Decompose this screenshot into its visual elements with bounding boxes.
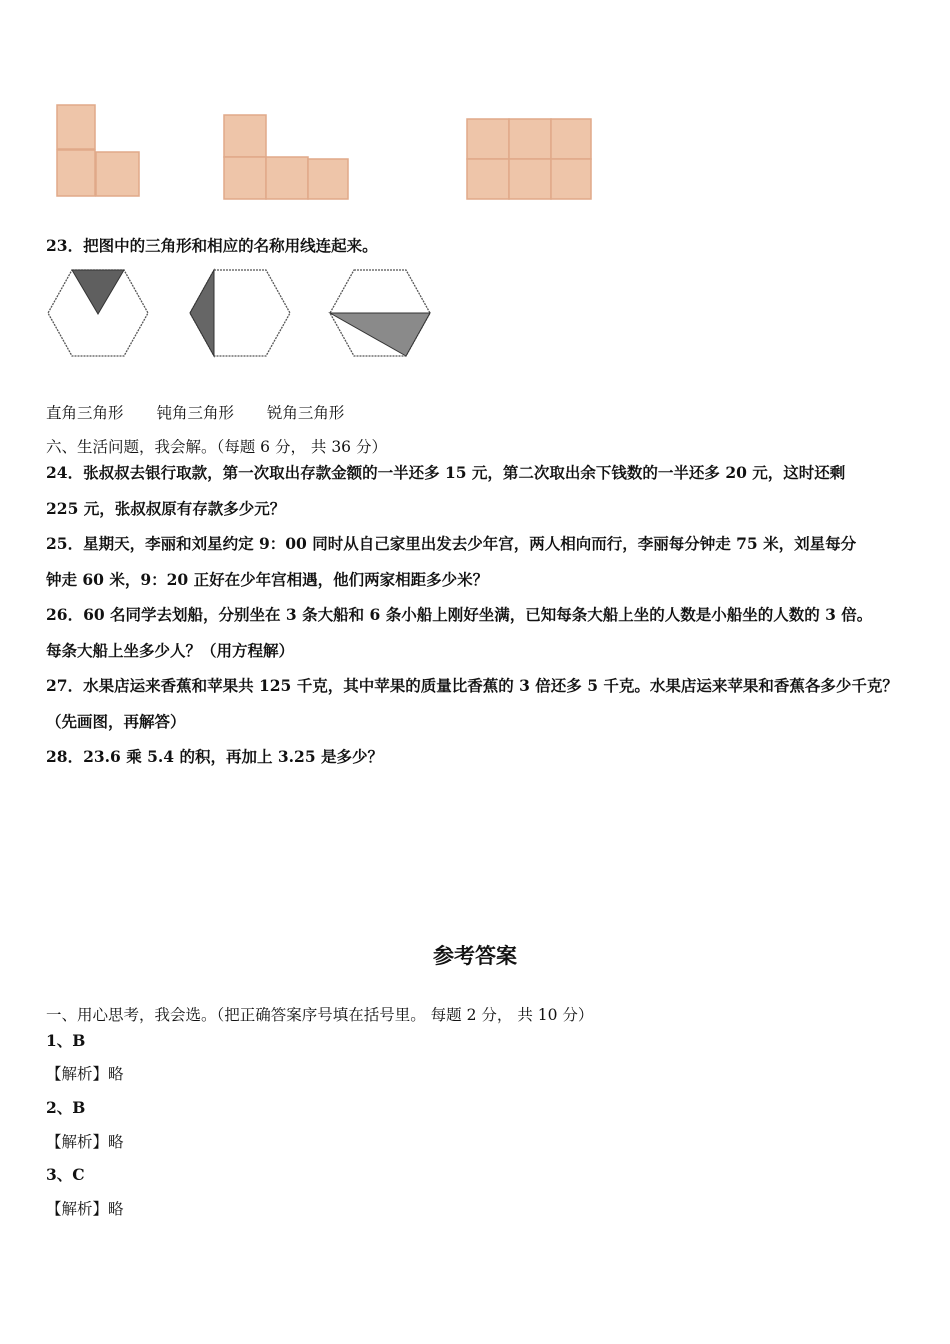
q28-text: 28．23.6 乘 5.4 的积，再加上 3.25 是多少？ xyxy=(46,747,384,766)
answer-2-analysis: 【解析】略 xyxy=(46,1133,124,1151)
q25-line1: 25．星期天，李丽和刘星约定 9：00 同时从自己家里出发去少年宫，两人相向而行，李丽每分钟走 75 米，刘星每分 xyxy=(46,534,857,553)
q25-line2: 钟走 60 米，9：20 正好在少年宫相遇，他们两家相距多少米？ xyxy=(46,570,489,589)
answer-1-analysis: 【解析】略 xyxy=(46,1065,124,1083)
section-6-heading: 六、生活问题，我会解。（每题 6 分， 共 36 分） xyxy=(46,438,387,456)
hexagon-acute-triangle xyxy=(46,268,150,358)
triangle-name-labels xyxy=(46,403,372,423)
answer-2: 2、B xyxy=(46,1098,86,1117)
hexagon-right-triangle xyxy=(188,268,292,358)
q26-line1: 26．60 名同学去划船，分别坐在 3 条大船和 6 条小船上刚好坐满，已知每条大船上坐的人数是小船坐的人数的 3 倍。 xyxy=(46,605,873,624)
hexagon-obtuse-triangle xyxy=(328,268,432,358)
label-right-triangle: 直角三角形 xyxy=(46,404,124,422)
answer-3-analysis: 【解析】略 xyxy=(46,1200,124,1218)
q27-line2: （先画图，再解答） xyxy=(46,712,186,731)
tile-figure-2 xyxy=(222,113,354,203)
q24-line1: 24．张叔叔去银行取款，第一次取出存款金额的一半还多 15 元，第二次取出余下钱数的一半还多 20 元，这时还剩 xyxy=(46,463,846,482)
q24-line2: 225 元，张叔叔原有存款多少元？ xyxy=(46,499,286,518)
tile-figure-1 xyxy=(56,104,146,200)
q23-text: 23．把图中的三角形和相应的名称用线连起来。 xyxy=(46,236,378,255)
tile-figure-3 xyxy=(465,117,597,203)
answers-section-1-heading: 一、用心思考，我会选。（把正确答案序号填在括号里。 每题 2 分， 共 10 分） xyxy=(46,1006,594,1024)
label-acute-triangle: 锐角三角形 xyxy=(266,404,345,422)
label-obtuse-triangle: 钝角三角形 xyxy=(156,404,234,422)
q26-line2: 每条大船上坐多少人？（用方程解） xyxy=(46,641,295,660)
answers-title: 参考答案 xyxy=(433,944,517,968)
q27-line1: 27．水果店运来香蕉和苹果共 125 千克，其中苹果的质量比香蕉的 3 倍还多 5 千克。水果店运来苹果和香蕉各多少千克？ xyxy=(46,676,898,695)
answer-3: 3、C xyxy=(46,1165,85,1184)
answer-1: 1、B xyxy=(46,1031,86,1050)
